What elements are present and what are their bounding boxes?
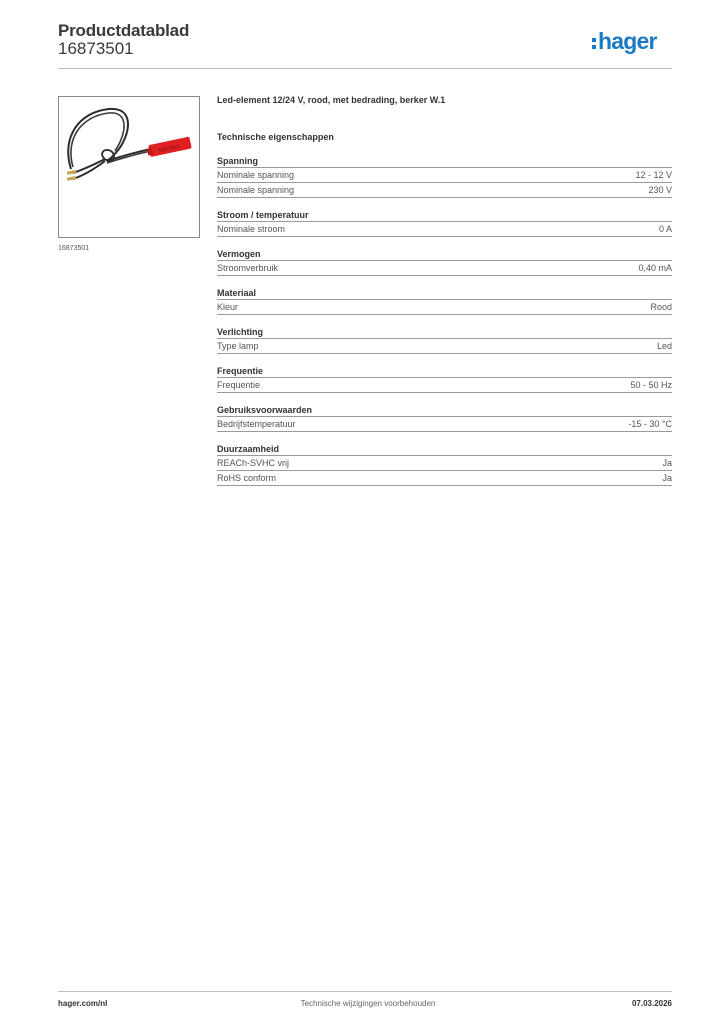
spec-row (217, 378, 672, 393)
spec-section-gebruiksvoorwaarden (217, 404, 672, 432)
spec-label: REACh-SVHC vrij (217, 458, 290, 468)
spec-label: Stroomverbruik (217, 263, 279, 273)
spec-row (217, 339, 672, 354)
component-label: 16873501 (157, 143, 181, 155)
spec-label: Nominale stroom (217, 224, 286, 234)
spec-value: Ja (662, 473, 672, 483)
led-cable-illustration (59, 97, 199, 237)
spec-row (217, 456, 672, 471)
section-title: Vermogen (217, 248, 672, 261)
product-description: Led-element 12/24 V, rood, met bedrading, berker W.1 (217, 95, 446, 105)
spec-value: 0,40 mA (638, 263, 672, 273)
footer-divider (58, 991, 672, 992)
spec-label: Type lamp (217, 341, 259, 351)
section-title: Spanning (217, 155, 672, 168)
spec-section-duurzaamheid (217, 443, 672, 486)
spec-value: 50 - 50 Hz (630, 380, 672, 390)
spec-row (217, 222, 672, 237)
spec-value: -15 - 30 °C (628, 419, 672, 429)
product-image (58, 96, 200, 238)
footer-date: 07.03.2026 (631, 999, 672, 1008)
spec-content (217, 93, 672, 486)
spec-section-verlichting (217, 326, 672, 354)
hager-logo (592, 28, 657, 54)
section-title: Materiaal (217, 287, 672, 300)
spec-section-stroom (217, 209, 672, 237)
section-title: Frequentie (217, 365, 672, 378)
footer-website-link[interactable]: hager.com/nl (58, 999, 108, 1008)
spec-label: Nominale spanning (217, 185, 295, 195)
spec-section-spanning (217, 155, 672, 198)
spec-row (217, 300, 672, 315)
spec-label: RoHS conform (217, 473, 277, 483)
spec-section-frequentie (217, 365, 672, 393)
spec-label: Frequentie (217, 380, 261, 390)
logo-colon-icon (592, 38, 596, 49)
product-code: 16873501 (58, 39, 134, 58)
spec-row (217, 183, 672, 198)
section-title: Stroom / temperatuur (217, 209, 672, 222)
section-title: Gebruiksvoorwaarden (217, 404, 672, 417)
spec-label: Kleur (217, 302, 239, 312)
spec-value: 0 A (658, 224, 672, 234)
technical-properties-heading: Technische eigenschappen (217, 132, 334, 142)
spec-row (217, 417, 672, 432)
spec-row (217, 471, 672, 486)
spec-row (217, 168, 672, 183)
spec-row (217, 261, 672, 276)
spec-section-materiaal (217, 287, 672, 315)
spec-label: Nominale spanning (217, 170, 295, 180)
spec-value: 230 V (648, 185, 672, 195)
spec-label: Bedrijfstemperatuur (217, 419, 296, 429)
spec-value: Rood (650, 302, 672, 312)
logo-text: hager (598, 28, 657, 54)
header-divider (58, 68, 672, 69)
spec-value: Led (656, 341, 672, 351)
section-title: Duurzaamheid (217, 443, 672, 456)
section-title: Verlichting (217, 326, 672, 339)
image-caption: 16873501 (58, 245, 90, 252)
spec-value: Ja (662, 458, 672, 468)
spec-section-vermogen (217, 248, 672, 276)
spec-value: 12 - 12 V (635, 170, 672, 180)
footer-disclaimer: Technische wijzigingen voorbehouden (300, 999, 436, 1008)
document-title: Productdatablad (58, 21, 190, 40)
